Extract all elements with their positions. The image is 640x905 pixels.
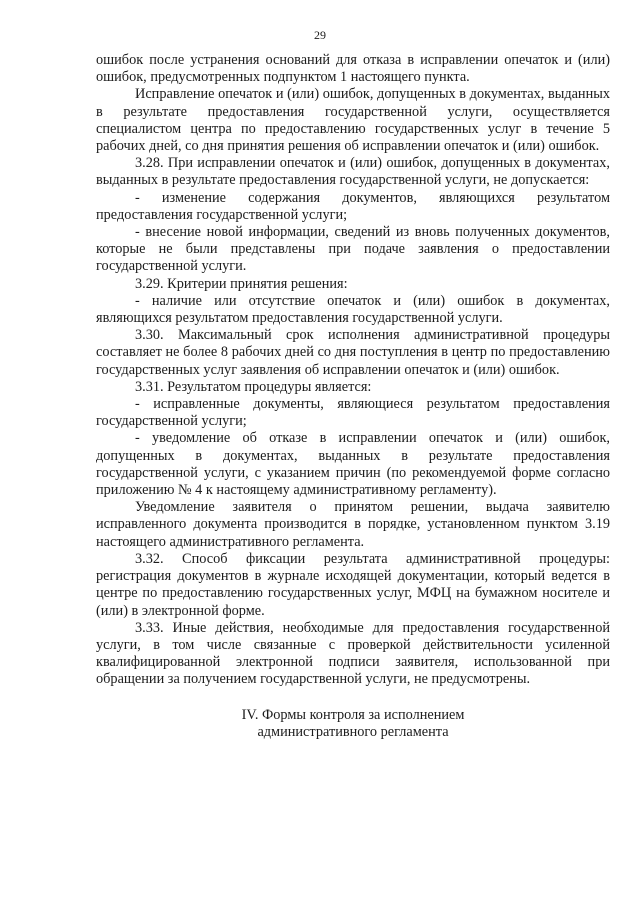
document-body xyxy=(96,52,610,741)
paragraph: 3.28. При исправлении опечаток и (или) ошибок, допущенных в документах, выданных в результате предоставления государственной услуги, не допускается: xyxy=(96,155,610,189)
section-title-line: административного регламента xyxy=(257,723,449,740)
paragraph: 3.29. Критерии принятия решения: xyxy=(135,275,348,292)
section-title xyxy=(96,707,610,741)
list-item: - изменение содержания документов, являющихся результатом предоставления государственной услуги; xyxy=(96,189,610,223)
paragraph: Исправление опечаток и (или) ошибок, допущенных в документах, выданных в результате предоставления государственной услуги, осуществляется специалистом центра по предоставлению государственных услуг в течение 5 рабочих дней, со дня принятия решения об исправлении опечаток и (или) ошибок. xyxy=(96,86,610,155)
paragraph: 3.31. Результатом процедуры является: xyxy=(135,378,372,395)
list-item: - наличие или отсутствие опечаток и (или) ошибок в документах, являющихся результатом предоставления государственной услуги. xyxy=(96,292,610,327)
page-number: 29 xyxy=(314,28,326,42)
list-item: - уведомление об отказе в исправлении опечаток и (или) ошибок, допущенных в документах, выданных в результате предоставления государственной услуги, с указанием причин (по рекомендуемой форме согласно приложению № 4 к настоящему административному регламенту). xyxy=(96,430,610,499)
section-title-line: IV. Формы контроля за исполнением xyxy=(241,706,465,723)
list-item: - внесение новой информации, сведений из вновь полученных документов, которые не были представлены при подаче заявления о предоставлении государственной услуги. xyxy=(96,224,610,275)
paragraph: 3.33. Иные действия, необходимые для предоставления государственной услуги, в том числе связанные с проверкой действительности усиленной квалифицированной электронной подписи заявителя, использованной при обращении за получением государственной услуги, не предусмотрены. xyxy=(96,619,610,688)
paragraph: 3.30. Максимальный срок исполнения административной процедуры составляет не более 8 рабочих дней со дня поступления в центр по предоставлению государственных услуг заявления об исправлении опечаток и (или) ошибок. xyxy=(96,327,610,378)
paragraph: Уведомление заявителя о принятом решении, выдача заявителю исправленного документа производится в порядке, установленном пунктом 3.19 настоящего административного регламента. xyxy=(96,499,610,550)
list-item: - исправленные документы, являющиеся результатом предоставления государственной услуги; xyxy=(96,396,610,430)
paragraph: ошибок после устранения оснований для отказа в исправлении опечаток и (или) ошибок, предусмотренных подпунктом 1 настоящего пункта. xyxy=(96,52,610,86)
paragraph: 3.32. Способ фиксации результата административной процедуры: регистрация документов в журнале исходящей документации, который ведется в центре по предоставлению государственных услуг, МФЦ на бумажном носителе и (или) в электронной форме. xyxy=(96,550,610,619)
